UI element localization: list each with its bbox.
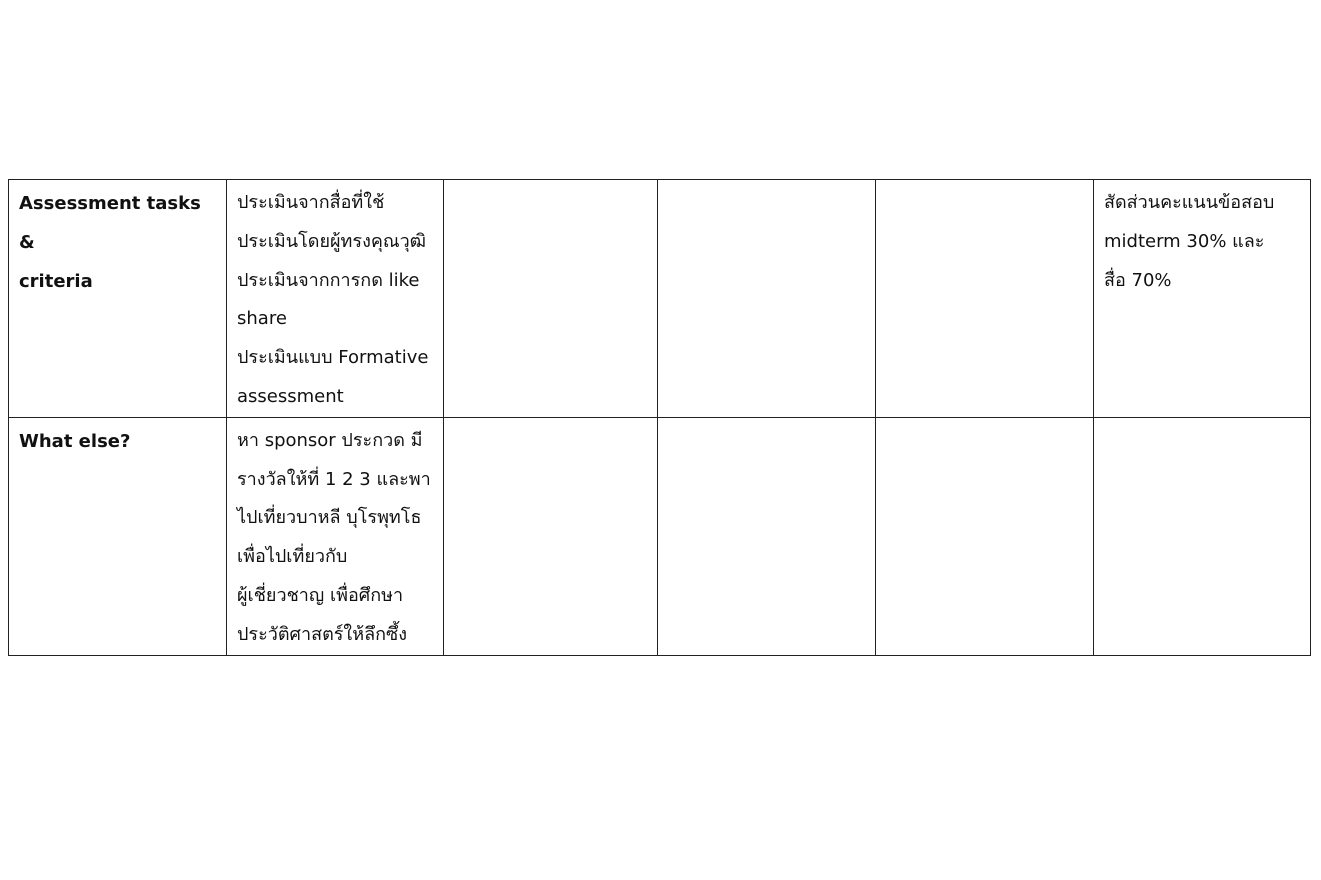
- cell-text: ประเมินจากสื่อที่ใช้ ประเมินโดยผู้ทรงคุณวุฒิ ประเมินจากการกด like share ประเมินแบบ Formative assessment: [237, 192, 429, 407]
- cell-text: สัดส่วนคะแนนข้อสอบ midterm 30% และ สื่อ 70%: [1104, 192, 1275, 291]
- table-cell: [876, 180, 1094, 418]
- row-header-label: What else?: [19, 430, 131, 452]
- row-header-cell: [9, 180, 227, 418]
- cell-text: หา sponsor ประกวด มี รางวัลให้ที่ 1 2 3 และพา ไปเที่ยวบาหลี บุโรพุทโธ เพื่อไปเที่ยวกับ ผู้เชี่ยวชาญ เพื่อศึกษา ประวัติศาสตร์ให้ลึกซึ้ง: [237, 429, 431, 645]
- table-cell: [658, 180, 876, 418]
- table-cell: [658, 417, 876, 655]
- row-header-label: Assessment tasks & criteria: [19, 193, 201, 292]
- table-cell: [227, 417, 444, 655]
- table-cell: [1094, 180, 1311, 418]
- table-cell: [444, 417, 658, 655]
- row-header-cell: [9, 417, 227, 655]
- assessment-table: [8, 179, 1311, 656]
- table-cell: [227, 180, 444, 418]
- table-cell: [444, 180, 658, 418]
- table-cell: [1094, 417, 1311, 655]
- table-cell: [876, 417, 1094, 655]
- table-row: [9, 180, 1311, 418]
- table-row: [9, 417, 1311, 655]
